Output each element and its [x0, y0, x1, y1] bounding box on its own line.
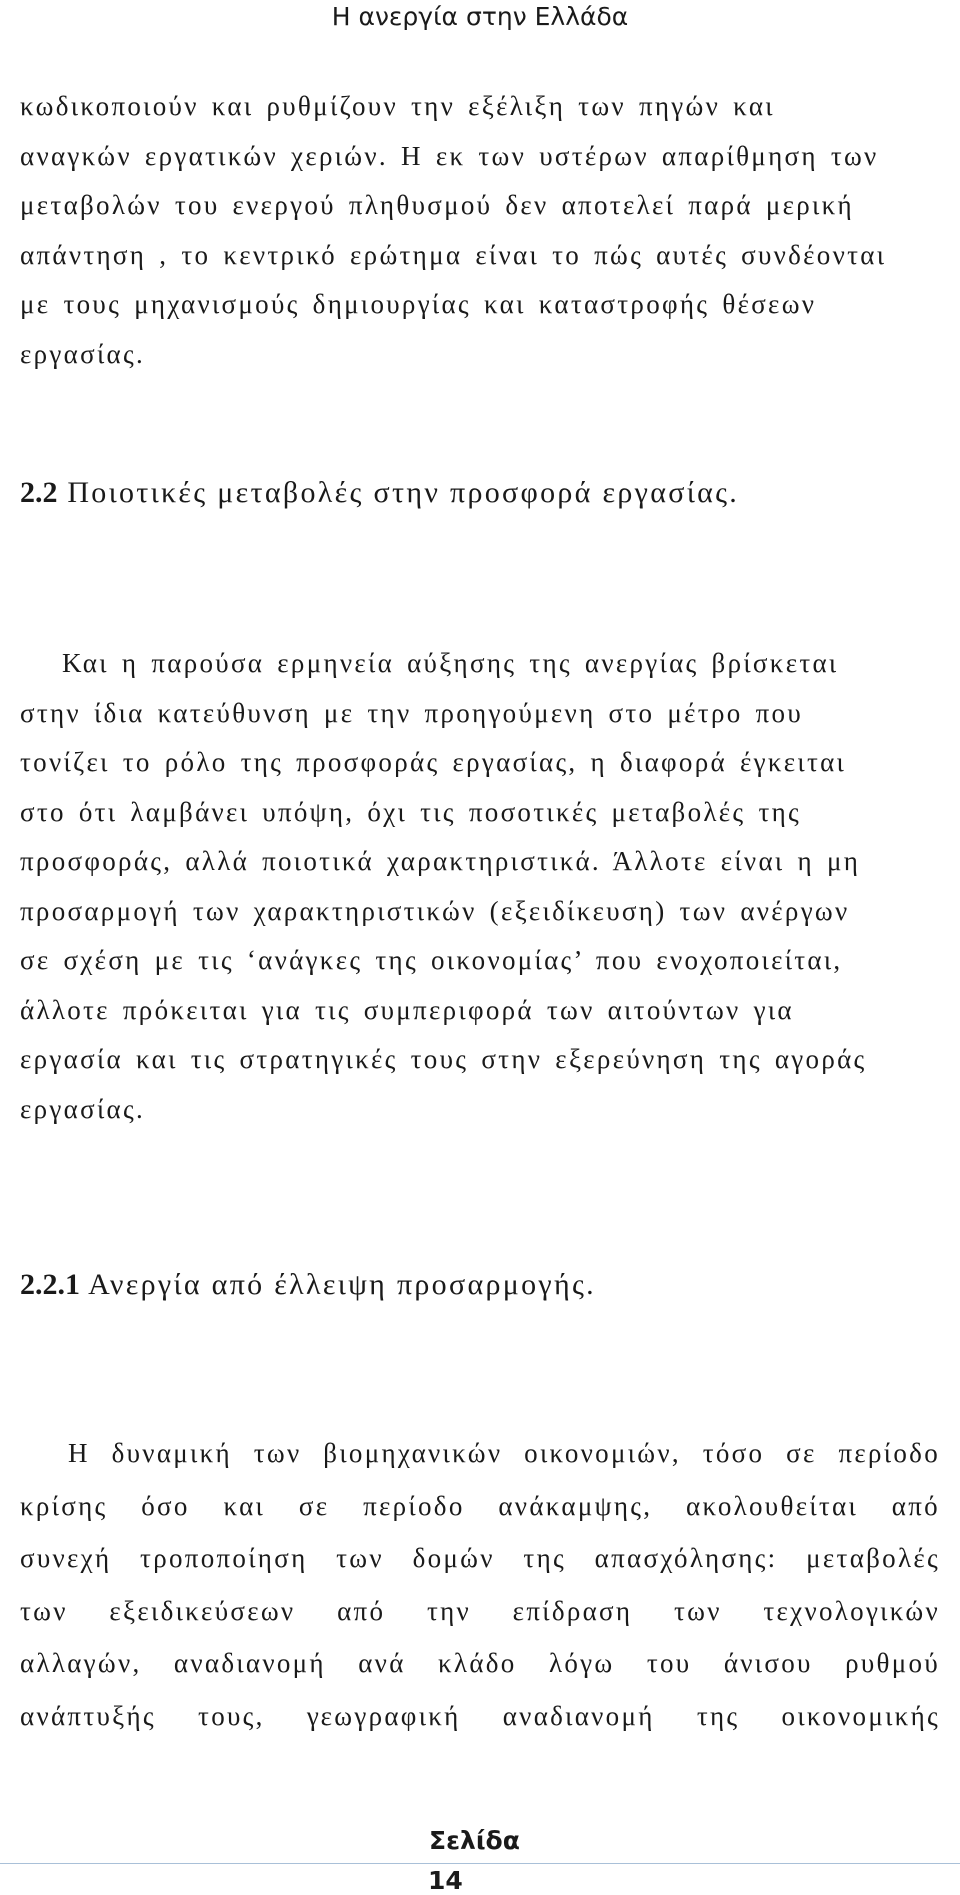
paragraph-line: εργασία και τις στρατηγικές τους στην εξερεύνηση της αγοράς [20, 1044, 867, 1074]
running-header: Η ανεργία στην Ελλάδα [331, 2, 629, 31]
paragraph-line: κρίσης όσο και σε περίοδο ανάκαμψης, ακολουθείται από [20, 1490, 940, 1521]
paragraph-line: σε σχέση με τις ‘ανάγκες της οικονομίας’ που ενοχοποιείται, [20, 945, 843, 975]
paragraph-3 [20, 1427, 940, 1742]
paragraph-line: μεταβολών του ενεργού πληθυσμού δεν αποτελεί παρά μερική [20, 190, 854, 220]
paragraph-line: Και η παρούσα ερμηνεία αύξησης της ανεργίας βρίσκεται [62, 648, 839, 678]
section-title: Ανεργία από έλλειψη προσαρμογής. [88, 1268, 596, 1301]
section-heading-2-2 [20, 476, 739, 510]
paragraph-line: ανάπτυξής τους, γεωγραφική αναδιανομή της οικονομικής [20, 1700, 940, 1731]
footer-divider [0, 1863, 960, 1864]
paragraph-line: των εξειδικεύσεων από την επίδραση των τεχνολογικών [20, 1595, 940, 1626]
paragraph-line: αλλαγών, αναδιανομή ανά κλάδο λόγω του άνισου ρυθμού [20, 1648, 940, 1678]
paragraph-line: εργασίας. [20, 338, 145, 369]
paragraph-2 [20, 639, 940, 1134]
paragraph-line: συνεχή τροποποίηση των δομών της απασχόλησης: μεταβολές [20, 1543, 940, 1573]
paragraph-line: στο ότι λαμβάνει υπόψη, όχι τις ποσοτικές μεταβολές της [20, 796, 802, 827]
paragraph-line: τονίζει το ρόλο της προσφοράς εργασίας, η διαφορά έγκειται [20, 747, 847, 777]
paragraph-line: με τους μηχανισμούς δημιουργίας και καταστροφής θέσεων [20, 289, 817, 319]
paragraph-line: προσφοράς, αλλά ποιοτικά χαρακτηριστικά. Άλλοτε είναι η μη [20, 846, 861, 876]
paragraph-line: άλλοτε πρόκειται για τις συμπεριφορά των αιτούντων για [20, 994, 794, 1025]
page-number: 14 [428, 1866, 463, 1895]
paragraph-line: εργασίας. [20, 1093, 145, 1124]
paragraph-line: Η δυναμική των βιομηχανικών οικονομιών, τόσο σε περίοδο [68, 1438, 940, 1468]
paragraph-line: στην ίδια κατεύθυνση με την προηγούμενη στο μέτρο που [20, 697, 803, 728]
section-number: 2.2.1 [20, 1268, 80, 1301]
paragraph-1 [20, 82, 940, 379]
section-title: Ποιοτικές μεταβολές στην προσφορά εργασίας. [67, 476, 740, 509]
paragraph-line: αναγκών εργατικών χεριών. Η εκ των υστέρων απαρίθμηση των [20, 140, 879, 171]
page-label: Σελίδα [425, 1826, 524, 1855]
paragraph-line: προσαρμογή των χαρακτηριστικών (εξειδίκευση) των ανέργων [20, 895, 850, 926]
section-number: 2.2 [20, 476, 58, 509]
paragraph-line: κωδικοποιούν και ρυθμίζουν την εξέλιξη των πηγών και [20, 91, 775, 121]
paragraph-line: απάντηση , το κεντρικό ερώτημα είναι το πώς αυτές συνδέονται [20, 239, 887, 270]
section-heading-2-2-1 [20, 1268, 596, 1302]
